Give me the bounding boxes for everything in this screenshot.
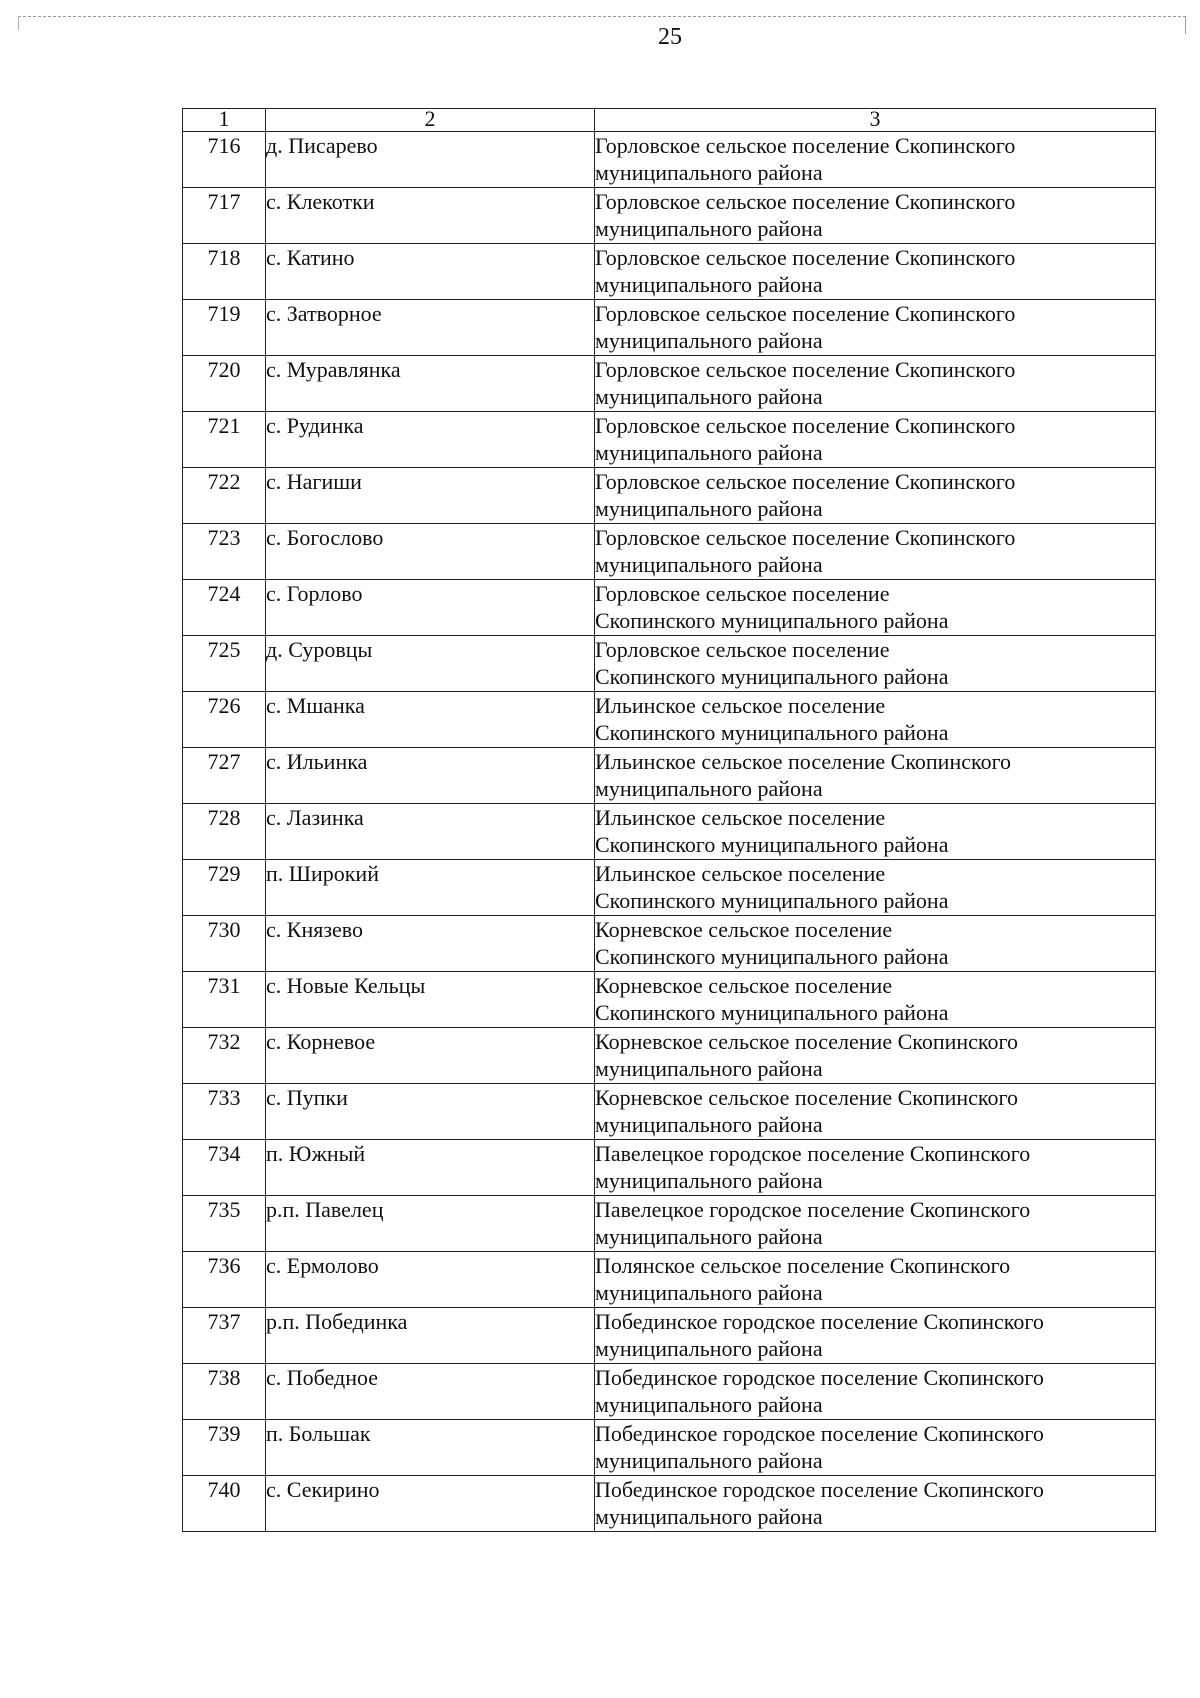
settlement-line-2: муниципального района — [595, 1504, 823, 1529]
municipal-settlement — [595, 972, 1156, 1028]
settlement-line-1: Горловское сельское поселение Скопинского — [595, 357, 1016, 382]
municipal-settlement — [595, 132, 1156, 188]
settlement-line-1: Побединское городское поселение Скопинского — [595, 1309, 1044, 1334]
locality-name: с. Корневое — [266, 1028, 595, 1084]
row-number: 736 — [183, 1252, 266, 1308]
municipal-settlement — [595, 1364, 1156, 1420]
settlement-line-2: Скопинского муниципального района — [595, 1000, 949, 1025]
municipal-settlement — [595, 1084, 1156, 1140]
settlement-line-2: муниципального района — [595, 1336, 823, 1361]
municipal-settlement — [595, 804, 1156, 860]
row-number: 738 — [183, 1364, 266, 1420]
row-number: 733 — [183, 1084, 266, 1140]
settlement-line-1: Побединское городское поселение Скопинского — [595, 1421, 1044, 1446]
municipal-settlement — [595, 1028, 1156, 1084]
municipal-settlement — [595, 692, 1156, 748]
table-row — [183, 860, 1156, 916]
table-row — [183, 1140, 1156, 1196]
settlement-line-1: Горловское сельское поселение Скопинского — [595, 525, 1016, 550]
row-number: 735 — [183, 1196, 266, 1252]
table-row — [183, 1420, 1156, 1476]
locality-name: с. Клекотки — [266, 188, 595, 244]
page-number: 25 — [658, 24, 682, 50]
table-row — [183, 1476, 1156, 1532]
municipal-settlement — [595, 580, 1156, 636]
settlement-line-1: Корневское сельское поселение Скопинского — [595, 1085, 1018, 1110]
municipal-settlement — [595, 300, 1156, 356]
settlement-line-2: муниципального района — [595, 216, 823, 241]
table-row — [183, 524, 1156, 580]
settlement-line-2: муниципального района — [595, 496, 823, 521]
settlement-line-2: муниципального района — [595, 1280, 823, 1305]
table-body — [183, 132, 1156, 1532]
table-row — [183, 1364, 1156, 1420]
column-header-2: 2 — [266, 109, 595, 132]
settlement-line-2: муниципального района — [595, 384, 823, 409]
settlement-line-1: Павелецкое городское поселение Скопинского — [595, 1141, 1031, 1166]
municipal-settlement — [595, 524, 1156, 580]
settlement-line-2: Скопинского муниципального района — [595, 944, 949, 969]
settlement-line-1: Ильинское сельское поселение — [595, 805, 886, 830]
settlement-line-1: Горловское сельское поселение Скопинского — [595, 245, 1016, 270]
row-number: 717 — [183, 188, 266, 244]
locality-name: с. Ильинка — [266, 748, 595, 804]
table-row — [183, 692, 1156, 748]
settlement-line-1: Горловское сельское поселение Скопинского — [595, 189, 1016, 214]
table-row — [183, 748, 1156, 804]
table-row — [183, 1252, 1156, 1308]
locality-name: р.п. Побединка — [266, 1308, 595, 1364]
column-header-3: 3 — [595, 109, 1156, 132]
settlement-line-2: муниципального района — [595, 272, 823, 297]
locality-name: с. Победное — [266, 1364, 595, 1420]
table-row — [183, 300, 1156, 356]
municipal-settlement — [595, 916, 1156, 972]
settlement-line-2: муниципального района — [595, 1168, 823, 1193]
locality-name: с. Ермолово — [266, 1252, 595, 1308]
locality-name: с. Новые Кельцы — [266, 972, 595, 1028]
table-row — [183, 132, 1156, 188]
settlement-line-2: Скопинского муниципального района — [595, 888, 949, 913]
settlement-line-2: муниципального района — [595, 328, 823, 353]
locality-name: с. Нагиши — [266, 468, 595, 524]
settlement-line-1: Горловское сельское поселение — [595, 581, 890, 606]
row-number: 732 — [183, 1028, 266, 1084]
settlement-line-1: Полянское сельское поселение Скопинского — [595, 1253, 1011, 1278]
municipal-settlement — [595, 1420, 1156, 1476]
settlement-line-2: Скопинского муниципального района — [595, 608, 949, 633]
settlement-line-1: Корневское сельское поселение — [595, 973, 893, 998]
table-header-row — [183, 109, 1156, 132]
settlement-line-2: муниципального района — [595, 1392, 823, 1417]
row-number: 727 — [183, 748, 266, 804]
municipal-settlement — [595, 356, 1156, 412]
row-number: 734 — [183, 1140, 266, 1196]
row-number: 716 — [183, 132, 266, 188]
table-row — [183, 804, 1156, 860]
row-number: 740 — [183, 1476, 266, 1532]
row-number: 718 — [183, 244, 266, 300]
row-number: 737 — [183, 1308, 266, 1364]
municipal-settlement — [595, 1140, 1156, 1196]
settlement-line-1: Корневское сельское поселение Скопинского — [595, 1029, 1018, 1054]
row-number: 720 — [183, 356, 266, 412]
locality-name: с. Секирино — [266, 1476, 595, 1532]
table-row — [183, 972, 1156, 1028]
locality-name: д. Суровцы — [266, 636, 595, 692]
settlement-line-1: Горловское сельское поселение — [595, 637, 890, 662]
scan-top-edge — [18, 16, 1186, 17]
municipal-settlement — [595, 1476, 1156, 1532]
locality-name: с. Мшанка — [266, 692, 595, 748]
locality-name: с. Князево — [266, 916, 595, 972]
settlement-line-1: Горловское сельское поселение Скопинского — [595, 133, 1016, 158]
settlement-line-1: Горловское сельское поселение Скопинского — [595, 301, 1016, 326]
settlement-line-1: Побединское городское поселение Скопинского — [595, 1477, 1044, 1502]
row-number: 725 — [183, 636, 266, 692]
table-row — [183, 188, 1156, 244]
municipal-settlement — [595, 636, 1156, 692]
settlement-line-1: Ильинское сельское поселение — [595, 861, 886, 886]
settlement-line-2: Скопинского муниципального района — [595, 720, 949, 745]
row-number: 719 — [183, 300, 266, 356]
municipal-settlement — [595, 188, 1156, 244]
column-header-1: 1 — [183, 109, 266, 132]
table-row — [183, 916, 1156, 972]
locality-name: с. Катино — [266, 244, 595, 300]
row-number: 723 — [183, 524, 266, 580]
settlement-line-1: Горловское сельское поселение Скопинского — [595, 413, 1016, 438]
table-row — [183, 468, 1156, 524]
table-row — [183, 636, 1156, 692]
table-row — [183, 244, 1156, 300]
row-number: 724 — [183, 580, 266, 636]
table-row — [183, 1084, 1156, 1140]
settlement-line-2: муниципального района — [595, 776, 823, 801]
table-row — [183, 412, 1156, 468]
municipal-settlement — [595, 748, 1156, 804]
row-number: 739 — [183, 1420, 266, 1476]
municipal-settlement — [595, 1252, 1156, 1308]
locality-name: с. Затворное — [266, 300, 595, 356]
settlement-line-2: Скопинского муниципального района — [595, 664, 949, 689]
settlement-line-1: Побединское городское поселение Скопинского — [595, 1365, 1044, 1390]
row-number: 726 — [183, 692, 266, 748]
locality-name: р.п. Павелец — [266, 1196, 595, 1252]
municipal-settlement — [595, 1196, 1156, 1252]
locality-name: п. Широкий — [266, 860, 595, 916]
row-number: 721 — [183, 412, 266, 468]
table-row — [183, 356, 1156, 412]
settlement-line-1: Павелецкое городское поселение Скопинского — [595, 1197, 1031, 1222]
settlement-line-2: муниципального района — [595, 1112, 823, 1137]
settlement-line-2: муниципального района — [595, 1448, 823, 1473]
settlement-line-2: муниципального района — [595, 1224, 823, 1249]
locality-name: с. Муравлянка — [266, 356, 595, 412]
settlement-line-2: муниципального района — [595, 552, 823, 577]
locality-name: д. Писарево — [266, 132, 595, 188]
municipal-settlement — [595, 468, 1156, 524]
locality-name: с. Пупки — [266, 1084, 595, 1140]
row-number: 729 — [183, 860, 266, 916]
settlement-line-1: Ильинское сельское поселение Скопинского — [595, 749, 1012, 774]
settlement-line-2: муниципального района — [595, 1056, 823, 1081]
municipal-settlement — [595, 1308, 1156, 1364]
locality-name: с. Лазинка — [266, 804, 595, 860]
row-number: 730 — [183, 916, 266, 972]
row-number: 731 — [183, 972, 266, 1028]
locality-name: п. Южный — [266, 1140, 595, 1196]
settlement-line-2: муниципального района — [595, 160, 823, 185]
table-row — [183, 1196, 1156, 1252]
municipal-settlement — [595, 412, 1156, 468]
municipal-settlement — [595, 244, 1156, 300]
locality-name: п. Большак — [266, 1420, 595, 1476]
row-number: 722 — [183, 468, 266, 524]
table-row — [183, 1308, 1156, 1364]
settlement-line-1: Корневское сельское поселение — [595, 917, 893, 942]
row-number: 728 — [183, 804, 266, 860]
municipal-settlement — [595, 860, 1156, 916]
locality-name: с. Богослово — [266, 524, 595, 580]
table-row — [183, 1028, 1156, 1084]
locality-name: с. Рудинка — [266, 412, 595, 468]
settlement-line-1: Горловское сельское поселение Скопинского — [595, 469, 1016, 494]
settlement-line-2: муниципального района — [595, 440, 823, 465]
table-row — [183, 580, 1156, 636]
locality-name: с. Горлово — [266, 580, 595, 636]
settlements-table — [182, 108, 1156, 1532]
settlement-line-1: Ильинское сельское поселение — [595, 693, 886, 718]
settlement-line-2: Скопинского муниципального района — [595, 832, 949, 857]
